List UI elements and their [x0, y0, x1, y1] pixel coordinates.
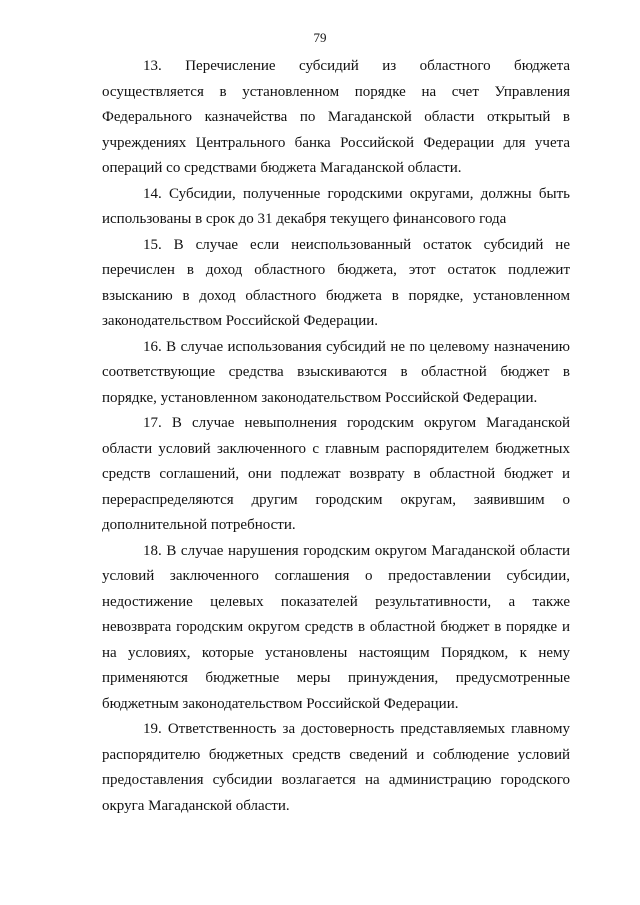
- document-body: [102, 54, 570, 819]
- page-number: 79: [313, 30, 327, 45]
- paragraph-16: 16. В случае использования субсидий не по целевому назначению соответствующие средства взыскиваются в областной бюджет в порядке, установленном законодательством Российской Федерации.: [102, 338, 570, 406]
- paragraph-19: 19. Ответственность за достоверность представляемых главному распорядителю бюджетных средств сведений и соблюдение условий предоставления субсидии возлагается на администрацию городского округа Магаданской области.: [102, 721, 570, 814]
- paragraph-14: 14. Субсидии, полученные городскими округами, должны быть использованы в срок до 31 декабря текущего финансового года: [102, 185, 570, 227]
- paragraph-17: 17. В случае невыполнения городским округом Магаданской области условий заключенного с главным распорядителем бюджетных средств соглашений, они подлежат возврату в областной бюджет и перераспределяются другим городским округам, заявившим о дополнительной потребности.: [102, 415, 570, 533]
- paragraph-18: 18. В случае нарушения городским округом Магаданской области условий заключенного соглашения о предоставлении субсидии, недостижение целевых показателей результативности, а также невозврата городским округом средств в областной бюджет в порядке и на условиях, которые установлены настоящим Порядком, к нему применяются бюджетные меры принуждения, предусмотренные бюджетным законодательством Российской Федерации.: [102, 542, 570, 712]
- paragraph-13: 13. Перечисление субсидий из областного бюджета осуществляется в установленном порядке на счет Управления Федерального казначейства по Магаданской области открытый в учреждениях Центрального банка Российской Федерации для учета операций со средствами бюджета Магаданской области.: [102, 58, 570, 176]
- paragraph-15: 15. В случае если неиспользованный остаток субсидий не перечислен в доход областного бюджета, этот остаток подлежит взысканию в доход областного бюджета в порядке, установленном законодательством Российской Федерации.: [102, 236, 570, 329]
